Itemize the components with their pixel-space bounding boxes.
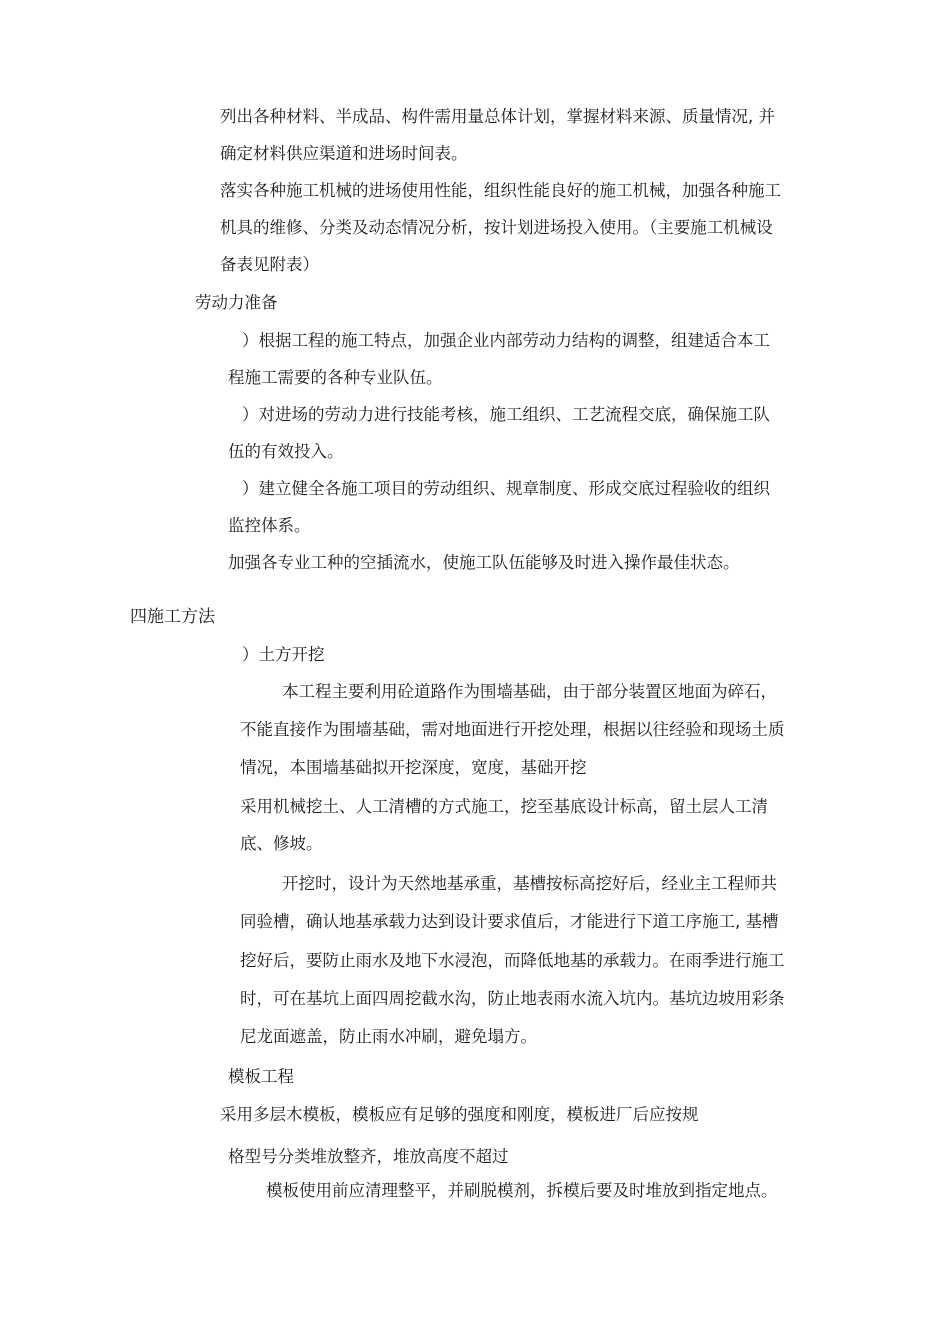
- text-line: ）建立健全各施工项目的劳动组织、规章制度、形成交底过程验收的组织: [242, 479, 770, 498]
- text-line: 模板使用前应清理整平，并刷脱模剂，拆模后要及时堆放到指定地点。: [266, 1181, 778, 1200]
- text-line: 列出各种材料、半成品、构件需用量总体计划，掌握材料来源、质量情况, 并: [220, 107, 775, 126]
- text-line: 程施工需要的各种专业队伍。: [228, 368, 443, 387]
- section-heading: 四施工方法: [130, 607, 215, 627]
- text-line: 时，可在基坑上面四周挖截水沟，防止地表雨水流入坑内。基坑边坡用彩条: [240, 989, 785, 1008]
- text-line: 本工程主要利用砼道路作为围墙基础，由于部分装置区地面为碎石，: [282, 682, 777, 701]
- text-line: 机具的维修、分类及动态情况分析，按计划进场投入使用。（主要施工机械设: [220, 218, 773, 237]
- text-line: 加强各专业工种的空插流水，使施工队伍能够及时进入操作最佳状态。: [228, 553, 740, 572]
- subsection-heading: 模板工程: [228, 1067, 294, 1086]
- text-line: 开挖时，设计为天然地基承重，基槽按标高挖好后，经业主工程师共: [282, 874, 777, 893]
- text-line: 同验槽，确认地基承载力达到设计要求值后，才能进行下道工序施工, 基槽: [240, 912, 779, 931]
- text-line: 确定材料供应渠道和进场时间表。: [220, 144, 468, 163]
- text-line: 监控体系。: [228, 516, 311, 535]
- text-line: 伍的有效投入。: [228, 442, 344, 461]
- text-line: 采用多层木模板，模板应有足够的强度和刚度，模板进厂后应按规: [220, 1105, 699, 1124]
- text-line: 采用机械挖土、人工清槽的方式施工，挖至基底设计标高，留土层人工清: [240, 797, 768, 816]
- text-line: 格型号分类堆放整齐，堆放高度不超过: [228, 1147, 509, 1166]
- text-line: 情况，本围墙基础拟开挖深度，宽度，基础开挖: [240, 758, 587, 777]
- text-line: 不能直接作为围墙基础，需对地面进行开挖处理，根据以往经验和现场土质: [240, 720, 785, 739]
- text-line: 底、修坡。: [240, 834, 323, 853]
- text-line: 挖好后，要防止雨水及地下水浸泡，而降低地基的承载力。在雨季进行施工: [240, 951, 785, 970]
- text-line: 尼龙面遮盖，防止雨水冲刷，避免塌方。: [240, 1027, 537, 1046]
- text-line: 备表见附表）: [220, 255, 319, 274]
- section-heading: 劳动力准备: [195, 293, 278, 312]
- text-line: ）对进场的劳动力进行技能考核，施工组织、工艺流程交底，确保施工队: [242, 405, 770, 424]
- subsection-heading: ）土方开挖: [242, 645, 325, 664]
- text-line: ）根据工程的施工特点，加强企业内部劳动力结构的调整，组建适合本工: [242, 331, 770, 350]
- text-line: 落实各种施工机械的进场使用性能，组织性能良好的施工机械，加强各种施工: [220, 181, 781, 200]
